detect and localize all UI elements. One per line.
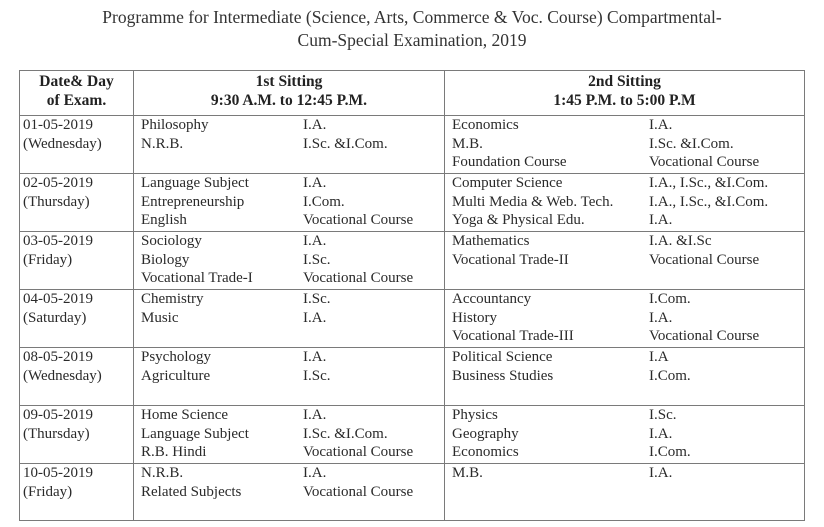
date-cell xyxy=(20,464,134,521)
date-cell xyxy=(20,348,134,406)
sitting-2-cell xyxy=(445,406,805,464)
subject: Language Subject xyxy=(141,175,249,191)
stream: I.A., I.Sc., &I.Com. xyxy=(649,193,769,210)
subject xyxy=(141,327,303,346)
sitting-2-cell xyxy=(445,232,805,290)
subject xyxy=(452,385,649,404)
subject: Vocational Trade-III xyxy=(452,328,574,344)
header-date xyxy=(20,71,134,116)
subject xyxy=(452,483,649,502)
subject: M.B. xyxy=(452,465,483,481)
subject: Related Subjects xyxy=(141,483,242,500)
exam-date: 09-05-2019 xyxy=(23,407,93,423)
stream: I.Sc. xyxy=(303,367,331,384)
title-line-1: Programme for Intermediate (Science, Arts, Commerce & Voc. Course) Compartmental- xyxy=(102,7,722,27)
date-cell xyxy=(20,290,134,348)
exam-day: (Thursday) xyxy=(23,425,90,442)
stream: I.A. xyxy=(303,175,327,191)
sitting-1-cell xyxy=(134,464,445,521)
subject: Business Studies xyxy=(452,367,554,384)
sitting-1-cell xyxy=(134,116,445,174)
exam-date: 04-05-2019 xyxy=(23,291,93,307)
stream xyxy=(303,501,444,520)
stream: Vocational Course xyxy=(303,212,414,228)
subject: Mathematics xyxy=(452,233,530,249)
stream xyxy=(303,385,444,404)
stream: I.A. xyxy=(303,309,327,326)
subject: Home Science xyxy=(141,407,229,423)
table-row xyxy=(20,464,805,521)
date-cell xyxy=(20,406,134,464)
sitting-1-cell xyxy=(134,174,445,232)
subject: Philosophy xyxy=(141,117,209,133)
table-row xyxy=(20,116,805,174)
subject: Vocational Trade-I xyxy=(141,270,253,286)
stream: I.A. xyxy=(649,212,673,228)
exam-day: (Friday) xyxy=(23,251,73,268)
subject: N.R.B. xyxy=(141,465,184,481)
stream: I.A. xyxy=(649,117,673,133)
sitting-2-cell xyxy=(445,174,805,232)
stream: I.A. xyxy=(303,349,327,365)
sitting-2-cell xyxy=(445,348,805,406)
stream: I.A. &I.Sc xyxy=(649,233,712,249)
exam-date: 02-05-2019 xyxy=(23,175,93,191)
sitting-2-cell xyxy=(445,290,805,348)
table-row xyxy=(20,232,805,290)
stream xyxy=(649,501,804,520)
stream: I.Com. xyxy=(649,291,691,307)
stream xyxy=(649,385,804,404)
stream: I.Com. xyxy=(649,444,691,460)
subject: Agriculture xyxy=(141,367,211,384)
stream: Vocational Course xyxy=(303,483,414,500)
stream: I.A. xyxy=(649,465,673,481)
stream: I.A. xyxy=(303,407,327,423)
table-row xyxy=(20,290,805,348)
subject: History xyxy=(452,309,497,326)
header-sitting-2 xyxy=(445,71,805,116)
header-sitting-1-time: 9:30 A.M. to 12:45 P.M. xyxy=(210,91,368,109)
header-sitting-2-title: 2nd Sitting xyxy=(588,73,661,90)
date-cell xyxy=(20,116,134,174)
stream xyxy=(303,327,444,346)
subject: Music xyxy=(141,309,179,326)
subject: Sociology xyxy=(141,233,202,249)
stream: I.A. xyxy=(649,425,673,442)
subject: N.R.B. xyxy=(141,135,184,152)
subject: Entrepreneurship xyxy=(141,193,245,210)
subject xyxy=(141,153,303,172)
exam-day: (Thursday) xyxy=(23,193,90,210)
sitting-1-cell xyxy=(134,406,445,464)
stream: I.A. xyxy=(303,465,327,481)
exam-date: 10-05-2019 xyxy=(23,465,93,481)
exam-day: (Saturday) xyxy=(23,309,87,326)
stream: I.Sc. &I.Com. xyxy=(303,425,388,442)
header-sitting-2-time: 1:45 P.M. to 5:00 P.M xyxy=(553,91,696,109)
stream: I.Com. xyxy=(649,367,691,384)
subject xyxy=(452,501,649,520)
stream: I.A. xyxy=(303,117,327,133)
subject: Geography xyxy=(452,425,519,442)
exam-date: 03-05-2019 xyxy=(23,233,93,249)
subject: English xyxy=(141,212,187,228)
subject: Foundation Course xyxy=(452,154,567,170)
stream: I.Sc. xyxy=(303,291,331,307)
header-sitting-1 xyxy=(134,71,445,116)
title-line-2: Cum-Special Examination, 2019 xyxy=(297,30,527,50)
subject: Biology xyxy=(141,251,190,268)
stream: I.Sc. &I.Com. xyxy=(649,135,734,152)
table-row xyxy=(20,406,805,464)
subject: Vocational Trade-II xyxy=(452,251,569,268)
subject: Economics xyxy=(452,117,519,133)
subject: Language Subject xyxy=(141,425,249,442)
stream: I.Com. xyxy=(303,193,345,210)
stream: Vocational Course xyxy=(649,328,760,344)
subject: Accountancy xyxy=(452,291,532,307)
header-date-line2: of Exam. xyxy=(46,91,107,109)
stream: I.A xyxy=(649,349,669,365)
subject xyxy=(141,385,303,404)
stream: Vocational Course xyxy=(649,154,760,170)
subject xyxy=(141,501,303,520)
stream: Vocational Course xyxy=(303,270,414,286)
stream xyxy=(649,269,804,288)
sitting-2-cell xyxy=(445,116,805,174)
subject: Physics xyxy=(452,407,498,423)
stream: I.Sc. xyxy=(303,251,331,268)
stream: Vocational Course xyxy=(649,251,760,268)
date-cell xyxy=(20,174,134,232)
stream xyxy=(303,153,444,172)
subject: Chemistry xyxy=(141,291,204,307)
stream xyxy=(649,483,804,502)
subject: R.B. Hindi xyxy=(141,444,207,460)
exam-date: 08-05-2019 xyxy=(23,349,93,365)
stream: I.Sc. xyxy=(649,407,677,423)
header-sitting-1-title: 1st Sitting xyxy=(255,73,323,90)
stream: I.A. xyxy=(649,309,673,326)
exam-day: (Wednesday) xyxy=(23,367,102,384)
exam-date: 01-05-2019 xyxy=(23,117,93,133)
subject: Computer Science xyxy=(452,175,563,191)
subject: Psychology xyxy=(141,349,212,365)
header-row xyxy=(20,71,805,116)
exam-day: (Friday) xyxy=(23,483,73,500)
table-row xyxy=(20,348,805,406)
stream: I.A., I.Sc., &I.Com. xyxy=(649,175,769,191)
sitting-2-cell xyxy=(445,464,805,521)
subject: Yoga & Physical Edu. xyxy=(452,212,585,228)
subject: Economics xyxy=(452,444,519,460)
table-row xyxy=(20,174,805,232)
document-title xyxy=(0,6,824,52)
exam-day: (Wednesday) xyxy=(23,135,102,152)
exam-schedule-table xyxy=(19,70,805,521)
stream: Vocational Course xyxy=(303,444,414,460)
stream: I.A. xyxy=(303,233,327,249)
subject: Political Science xyxy=(452,349,553,365)
date-cell xyxy=(20,232,134,290)
subject: Multi Media & Web. Tech. xyxy=(452,193,614,210)
header-date-line1: Date& Day xyxy=(39,73,114,90)
sitting-1-cell xyxy=(134,290,445,348)
stream: I.Sc. &I.Com. xyxy=(303,135,388,152)
sitting-1-cell xyxy=(134,232,445,290)
sitting-1-cell xyxy=(134,348,445,406)
subject: M.B. xyxy=(452,135,483,152)
subject xyxy=(452,269,649,288)
